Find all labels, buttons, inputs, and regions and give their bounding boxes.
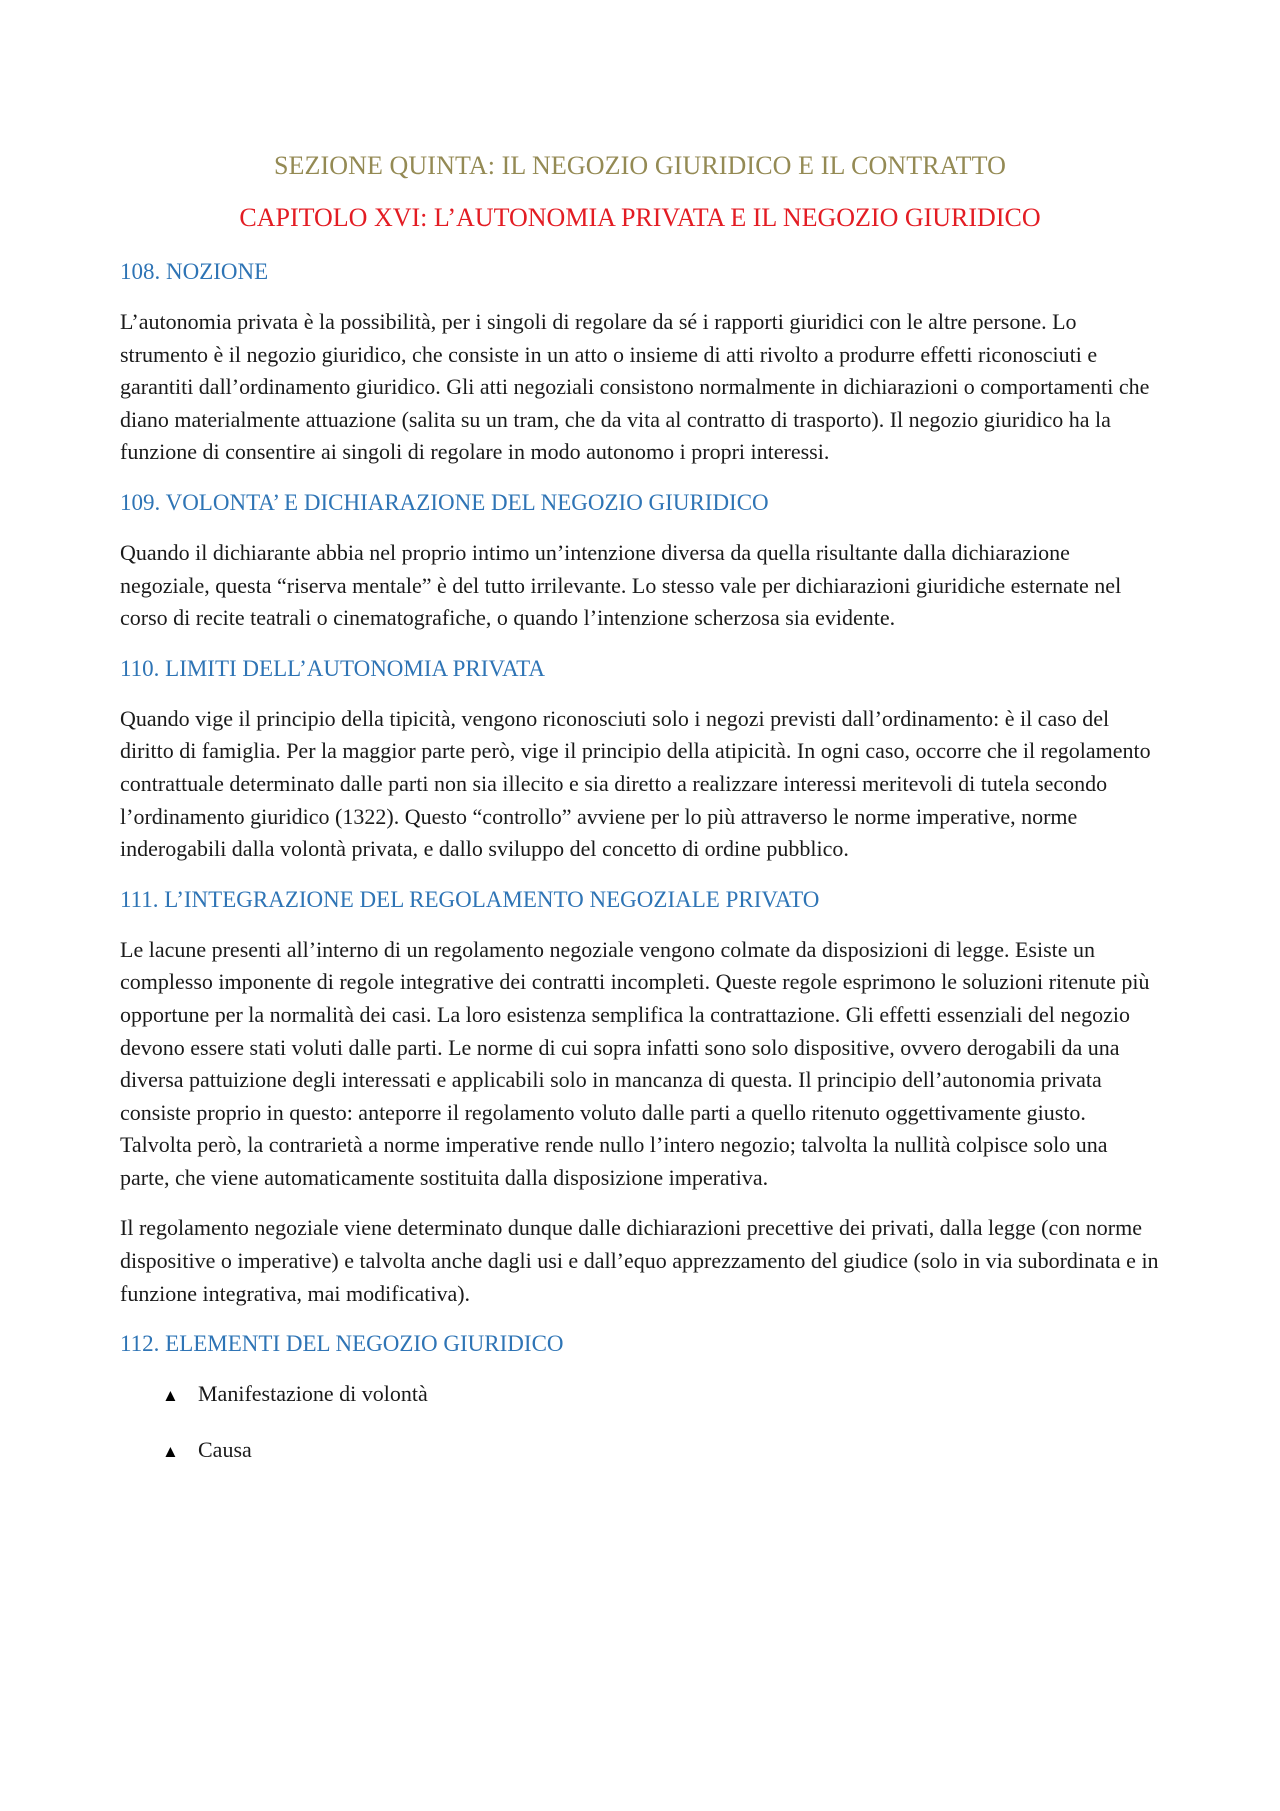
heading-111: 111. L’INTEGRAZIONE DEL REGOLAMENTO NEGOZIALE PRIVATO	[120, 886, 820, 912]
triangle-up-icon: ▲	[162, 1442, 179, 1462]
list-item	[162, 1378, 1160, 1412]
section-108	[120, 256, 1160, 469]
heading-112: 112. ELEMENTI DEL NEGOZIO GIURIDICO	[120, 1331, 564, 1357]
heading-110: 110. LIMITI DELL’AUTONOMIA PRIVATA	[120, 655, 545, 681]
section-title: SEZIONE QUINTA: IL NEGOZIO GIURIDICO E IL CONTRATTO	[273, 151, 1007, 180]
section-109	[120, 487, 1160, 635]
paragraph: Quando il dichiarante abbia nel proprio intimo un’intenzione diversa da quella risultante dalla dichiarazione negoziale, questa “riserva mentale” è del tutto irrilevante. Lo stesso vale per dichiarazioni giuridiche esternate nel corso di recite teatrali o cinematografiche, o quando l’intenzione scherzosa sia evidente.	[120, 539, 1122, 631]
paragraph: Il regolamento negoziale viene determinato dunque dalle dichiarazioni precettive dei privati, dalla legge (con norme dispositive o imperative) e talvolta anche dagli usi e dall’equo apprezzamento del giudice (solo in via subordinata e in funzione integrativa, mai modificativa).	[120, 1215, 1159, 1306]
list-item-label: Causa	[198, 1437, 252, 1463]
heading-109: 109. VOLONTA’ E DICHIARAZIONE DEL NEGOZIO GIURIDICO	[120, 489, 769, 515]
list-item-label: Manifestazione di volontà	[198, 1381, 428, 1407]
section-111	[120, 884, 1160, 1311]
section-112	[120, 1328, 1160, 1468]
list-item	[162, 1434, 1160, 1468]
document-page	[120, 148, 1160, 1490]
paragraph: L’autonomia privata è la possibilità, per i singoli di regolare da sé i rapporti giuridici con le altre persone. Lo strumento è il negozio giuridico, che consiste in un atto o insieme di atti rivolto a produrre effetti riconosciuti e garantiti dall’ordinamento giuridico. Gli atti negoziali consistono normalmente in dichiarazioni o comportamenti che diano materialmente attuazione (salita su un tram, che da vita al contratto di trasporto). Il negozio giuridico ha la funzione di consentire ai singoli di regolare in modo autonomo i propri interessi.	[120, 309, 1150, 465]
paragraph: Le lacune presenti all’interno di un regolamento negoziale vengono colmate da disposizioni di legge. Esiste un complesso imponente di regole integrative dei contratti incompleti. Queste regole esprimono le soluzioni ritenute più opportune per la normalità dei casi. La loro esistenza semplifica la contrattazione. Gli effetti essenziali del negozio devono essere stati voluti dalle parti. Le norme di cui sopra infatti sono solo dispositive, ovvero derogabili da una diversa pattuizione degli interessati e applicabili solo in mancanza di questa. Il principio dell’autonomia privata consiste proprio in questo: anteporre il regolamento voluto dalle parti a quello ritenuto oggettivamente giusto. Talvolta però, la contrarietà a norme imperative rende nullo l’intero negozio; talvolta la nullità colpisce solo una parte, che viene automaticamente sostituita dalla disposizione imperativa.	[120, 936, 1150, 1190]
paragraph: Quando vige il principio della tipicità, vengono riconosciuti solo i negozi previsti dall’ordinamento: è il caso del diritto di famiglia. Per la maggior parte però, vige il principio della atipicità. In ogni caso, occorre che il regolamento contrattuale determinato dalle parti non sia illecito e sia diretto a realizzare interessi meritevoli di tutela secondo l’ordinamento giuridico (1322). Questo “controllo” avviene per lo più attraverso le norme imperative, norme inderogabili dalla volontà privata, e dallo sviluppo del concetto di ordine pubblico.	[120, 705, 1151, 862]
heading-108: 108. NOZIONE	[120, 259, 269, 284]
triangle-up-icon: ▲	[162, 1386, 179, 1406]
elements-list	[120, 1378, 1160, 1468]
section-110	[120, 653, 1160, 866]
chapter-title: CAPITOLO XVI: L’AUTONOMIA PRIVATA E IL NEGOZIO GIURIDICO	[239, 203, 1041, 232]
